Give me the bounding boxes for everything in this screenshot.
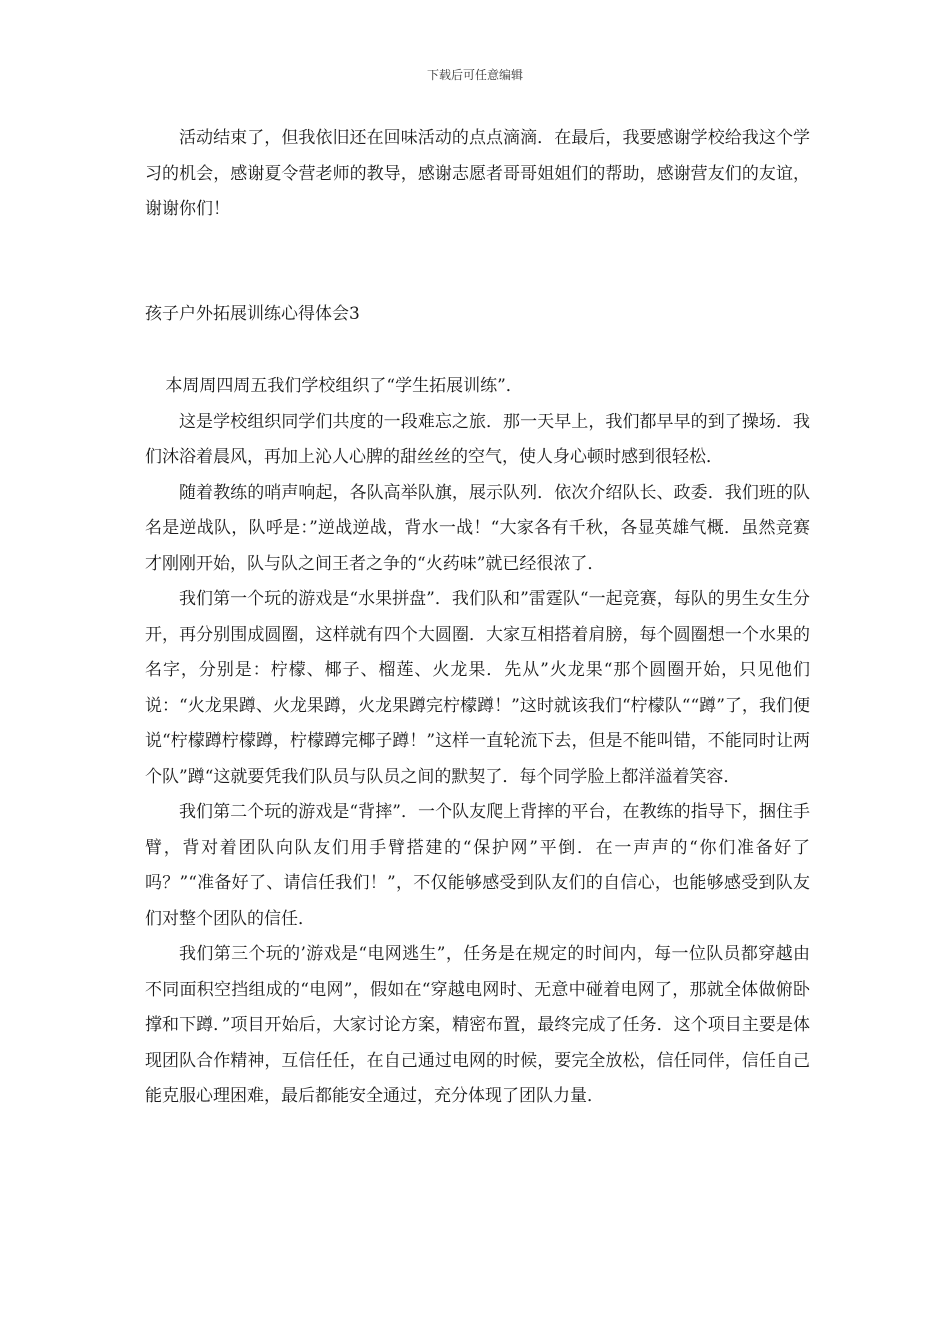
intro-paragraph-block xyxy=(145,121,810,228)
body-paragraph-1: 本周周四周五我们学校组织了“学生拓展训练”． xyxy=(165,376,523,396)
section-body xyxy=(145,369,810,1115)
body-paragraph-3: 随着教练的哨声响起，各队高举队旗，展示队列．依次介绍队长、政委．我们班的队名是逆战队，队呼是：”逆战逆战，背水一战！“大家各有千秋，各显英雄气概．虽然竞赛才刚刚开始，队与队之间王者之争的“火药味”就已经很浓了． xyxy=(145,482,810,574)
page-header-note: 下载后可任意编辑 xyxy=(426,68,523,82)
body-paragraph-2: 这是学校组织同学们共度的一段难忘之旅．那一天早上，我们都早早的到了操场．我们沐浴着晨风，再加上沁人心脾的甜丝丝的空气，使人身心顿时感到很轻松． xyxy=(145,411,810,467)
intro-paragraph: 活动结束了，但我依旧还在回味活动的点点滴滴．在最后，我要感谢学校给我这个学习的机会，感谢夏令营老师的教导，感谢志愿者哥哥姐姐们的帮助，感谢营友们的友谊，谢谢你们！ xyxy=(145,128,810,219)
body-paragraph-5: 我们第二个玩的游戏是“背摔”．一个队友爬上背摔的平台，在教练的指导下，捆住手臂，背对着团队向队友们用手臂搭建的“保护网”平倒．在一声声的“你们准备好了吗？”“准备好了、请信任我们！”，不仅能够感受到队友们的自信心，也能够感受到队友们对整个团队的信任． xyxy=(145,802,810,929)
body-paragraph-4: 我们第一个玩的游戏是“水果拼盘”．我们队和”雷霆队“一起竞赛，每队的男生女生分开，再分别围成圆圈，这样就有四个大圆圈．大家互相搭着肩膀，每个圆圈想一个水果的名字，分别是：柠檬、椰子、榴莲、火龙果．先从”火龙果“那个圆圈开始，只见他们说：“火龙果蹲、火龙果蹲，火龙果蹲完柠檬蹲！”这时就该我们“柠檬队““蹲”了，我们便说“柠檬蹲柠檬蹲，柠檬蹲完椰子蹲！”这样一直轮流下去，但是不能叫错，不能同时让两个队”蹲“这就要凭我们队员与队员之间的默契了．每个同学脸上都洋溢着笑容． xyxy=(145,589,810,787)
section-title: 孩子户外拓展训练心得体会3 xyxy=(145,304,360,324)
body-paragraph-6: 我们第三个玩的’游戏是“电网逃生”，任务是在规定的时间内，每一位队员都穿越由不同面积空挡组成的“电网”，假如在“穿越电网时、无意中碰着电网了，那就全体做俯卧撑和下蹲．”项目开始后，大家讨论方案，精密布置，最终完成了任务．这个项目主要是体现团队合作精神，互信任任，在自己通过电网的时候，要完全放松，信任同伴，信任自己能克服心理困难，最后都能安全通过，充分体现了团队力量． xyxy=(145,944,810,1106)
